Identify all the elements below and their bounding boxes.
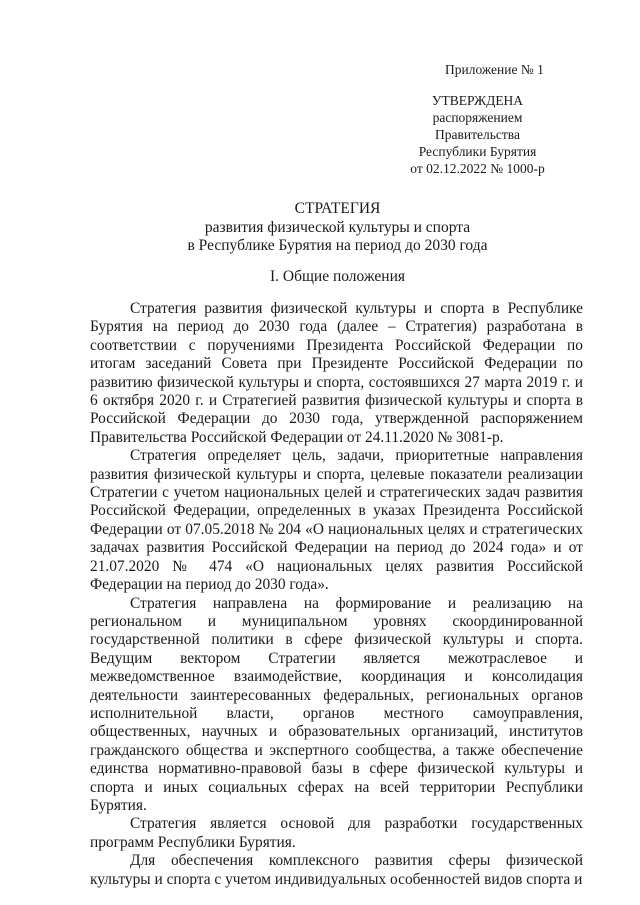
approved-date-number: от 02.12.2022 № 1000-р: [410, 161, 545, 176]
paragraph: Стратегия является основой для разработки государственных программ Республики Бурятия.: [90, 815, 583, 851]
annex-number: Приложение № 1: [445, 62, 544, 77]
section-heading: I. Общие положения: [269, 268, 406, 285]
paragraph: Для обеспечения комплексного развития сферы физической культуры и спорта с учетом индивидуальных особенностей видов спорта и: [90, 852, 583, 888]
paragraph: Стратегия развития физической культуры и спорта в Республике Бурятия на период до 2030 года (далее – Стратегия) разработана в соответствии с поручениями Президента Российской Федерации по итогам заседаний Совета при Президенте Российской Федерации по развитию физической культуры и спорта, состоявшихся 27 марта 2019 г. и 6 октября 2020 г. и Стратегией развития физической культуры и спорта в Российской Федерации до 2030 года, утвержденной распоряжением Правительства Российской Федерации от 24.11.2020 № 3081-р.: [90, 300, 583, 446]
approval-stamp: [395, 92, 560, 177]
title-line-1: СТРАТЕГИЯ: [294, 200, 381, 217]
approved-by-order: распоряжением Правительства: [432, 110, 523, 142]
title-line-3: в Республике Бурятия на период до 2030 года: [187, 237, 488, 254]
approved-republic: Республики Бурятия: [418, 144, 537, 159]
approved-label: УТВЕРЖДЕНА: [431, 93, 524, 108]
title-line-2: развития физической культуры и спорта: [204, 218, 471, 236]
paragraph: Стратегия направлена на формирование и реализацию на региональном и муниципальном уровнях скоординированной государственной политики в сфере физической культуры и спорта. Ведущим вектором Стратегии является межотраслевое и межведомственное взаимодействие, координация и консолидация деятельности заинтересованных федеральных, региональных органов исполнительной власти, органов местного самоуправления, общественных, научных и образовательных организаций, институтов гражданского общества и экспертного сообщества, а также обеспечение единства нормативно-правовой базы в сфере физической культуры и спорта и иных социальных сферах на всей территории Республики Бурятия.: [90, 594, 583, 814]
paragraph: Стратегия определяет цель, задачи, приоритетные направления развития физической культуры и спорта, целевые показатели реализации Стратегии с учетом национальных целей и стратегических задач развития Российской Федерации, определенных в указах Президента Российской Федерации от 07.05.2018 № 204 «О национальных целях и стратегических задачах развития Российской Федерации на период до 2024 года» и от 21.07.2020 № 474 «О национальных целях развития Российской Федерации на период до 2030 года».: [90, 447, 583, 594]
document-title: [90, 200, 585, 256]
document-body: [90, 300, 583, 889]
